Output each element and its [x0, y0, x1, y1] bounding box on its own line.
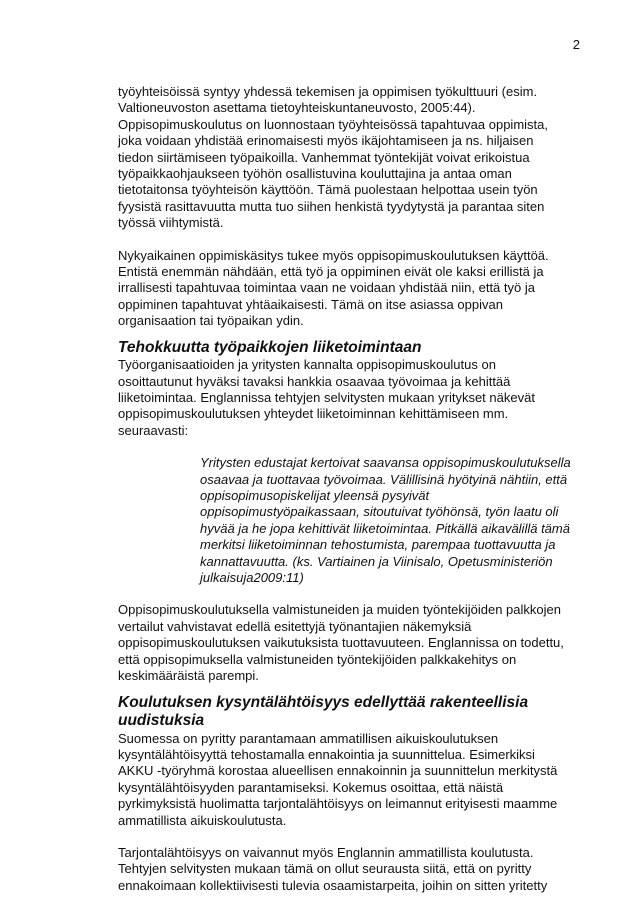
text-line: liiketoimintaa. Englannissa tehtyjen selvitysten mukaan yritykset näkevät — [118, 390, 535, 405]
text-line: kysyntälähtöisyyttä tehostamalla ennakointia ja suunnittelua. Esimerkiksi — [118, 746, 535, 762]
paragraph-learning-concept — [118, 248, 576, 330]
text-line: AKKU -työryhmä korostaa alueellisen ennakoinnin ja suunnittelun merkitystä — [118, 763, 558, 779]
text-line: Nykyaikainen oppimiskäsitys tukee myös oppisopimuskoulutuksen käyttöä. — [118, 247, 549, 263]
quote-line: merkitsi liiketoiminnan tehostumista, parempaa tuottavuutta ja — [200, 537, 556, 553]
quote-line: kannattavuutta. (ks. Vartiainen ja Viinisalo, Opetusministeriön — [200, 553, 553, 569]
block-quote — [200, 455, 576, 586]
text-line: Oppisopimuskoulutus on luonnostaan työyhteisössä tapahtuvaa oppimista, — [118, 116, 548, 132]
text-line: tiedon siirtämiseen työpaikoilla. Vanhemmat työntekijät voivat erikoistua — [118, 149, 530, 165]
text-line: työpaikkaohjaukseen työhön osallistuvina kouluttajina ja antaa oman — [118, 166, 512, 182]
quote-line: julkaisuja2009:11) — [200, 570, 304, 586]
text-line: joka voidaan yhdistää erinomaisesti myös ikäjohtamiseen ja ns. hiljaisen — [118, 133, 534, 149]
text-line: organisaation tai työpaikan ydin. — [118, 313, 304, 329]
text-line: oppiminen tapahtuvat yhtäaikaisesti. Tämä on itse asiassa oppivan — [118, 296, 503, 312]
paragraph-gap — [118, 586, 576, 602]
paragraph-gap — [118, 829, 576, 845]
text-line: keskimääräistä parempi. — [118, 668, 259, 684]
section-heading-efficiency — [118, 339, 576, 358]
text-line: tietotaitonsa työyhteisön käyttöön. Tämä puolestaan helpottaa usein työn — [118, 182, 538, 198]
heading-gap — [118, 330, 576, 339]
paragraph-salary-comparison — [118, 602, 576, 684]
quote-line: oppisopimustyöpaikassaan, sitoutuivat työhönsä, työn laatu oli — [200, 504, 559, 520]
text-line: pyrkimyksistä huolimatta tarjontalähtöisyys on leimannut erityisesti maamme — [118, 796, 558, 812]
text-line: ammatillista aikuiskoulutusta. — [118, 812, 287, 828]
text-line: osoittautunut hyväksi tavaksi hankkia osaavaa työvoimaa ja kehittää — [118, 373, 511, 389]
text-line: kysyntälähtöisyyden parantamiseksi. Kokemus osoittaa, että näistä — [118, 779, 504, 795]
text-line: Tehtyjen selvitysten mukaan tämä on ollut seurausta siitä, että on pyritty — [118, 861, 532, 877]
text-line: ennakoimaan kollektiivisesti tulevia osaamistarpeita, joihin on sitten yritetty — [118, 877, 548, 893]
text-line: Entistä enemmän nähdään, että työ ja oppiminen eivät ole kaksi erillistä ja — [118, 264, 544, 280]
text-line: Tarjontalähtöisyys on vaivannut myös Englannin ammatillista koulutusta. — [118, 844, 534, 860]
text-line: fyysistä rasittavuutta mutta tuo siihen henkistä tyydytystä ja parantaa siten — [118, 198, 545, 214]
text-line: että oppisopimuksella valmistuneiden työntekijöiden palkkakehitys on — [118, 651, 517, 667]
quote-line: Yritysten edustajat kertoivat saavansa oppisopimuskoulutuksella — [200, 455, 571, 471]
paragraph-gap — [118, 439, 576, 455]
heading-line: Tehokkuutta työpaikkojen liiketoimintaan — [118, 338, 422, 356]
text-line: irrallisesti tapahtuvaa toimintaa vaan ne voidaan yhdistää niin, että työ ja — [118, 280, 535, 296]
paragraph-gap — [118, 232, 576, 248]
quote-line: hyvää ja he jopa kehittivät liiketoimintaa. Pitkällä aikavälillä tämä — [200, 520, 570, 536]
page-number: 2 — [572, 37, 580, 52]
text-line: oppisopimuskoulutuksen yhteydet liiketoiminnan kehittämiseen mm. — [118, 406, 509, 422]
paragraph-finland-training — [118, 731, 576, 829]
paragraph-workplace-learning — [118, 84, 576, 232]
section-heading-demand-driven — [118, 694, 576, 731]
text-line: työssä viihtymistä. — [118, 215, 224, 231]
heading-gap — [118, 685, 576, 694]
document-body — [118, 84, 576, 894]
quote-line: osaavaa ja tuottavaa työvoimaa. Välillisinä hyötyinä nähtiin, että — [200, 471, 568, 487]
text-line: vertailut vahvistavat edellä esitettyjä työnantajien näkemyksiä — [118, 618, 472, 634]
text-line: työyhteisöissä syntyy yhdessä tekemisen ja oppimisen työkulttuuri (esim. — [118, 84, 538, 99]
heading-line: uudistuksia — [118, 712, 205, 729]
text-line: oppisopimuskoulutuksen vaikutuksista tuottavuuteen. Englannissa on todettu, — [118, 635, 564, 651]
text-line: Oppisopimuskoulutuksella valmistuneiden ja muiden työntekijöiden palkkojen — [118, 602, 561, 618]
paragraph-england-supply — [118, 845, 576, 894]
quote-line: oppisopimusopiskelijat yleensä pysyivät — [200, 488, 430, 504]
text-line: Työorganisaatioiden ja yritysten kannalta oppisopimuskoulutus on — [118, 357, 496, 373]
heading-line: Koulutuksen kysyntälähtöisyys edellyttää rakenteellisia — [118, 693, 529, 711]
text-line: Valtioneuvoston asettama tietoyhteiskuntaneuvosto, 2005:44). — [118, 100, 476, 116]
text-line: Suomessa on pyritty parantamaan ammatillisen aikuiskoulutuksen — [118, 730, 499, 746]
paragraph-organisations — [118, 357, 576, 439]
text-line: seuraavasti: — [118, 422, 189, 438]
